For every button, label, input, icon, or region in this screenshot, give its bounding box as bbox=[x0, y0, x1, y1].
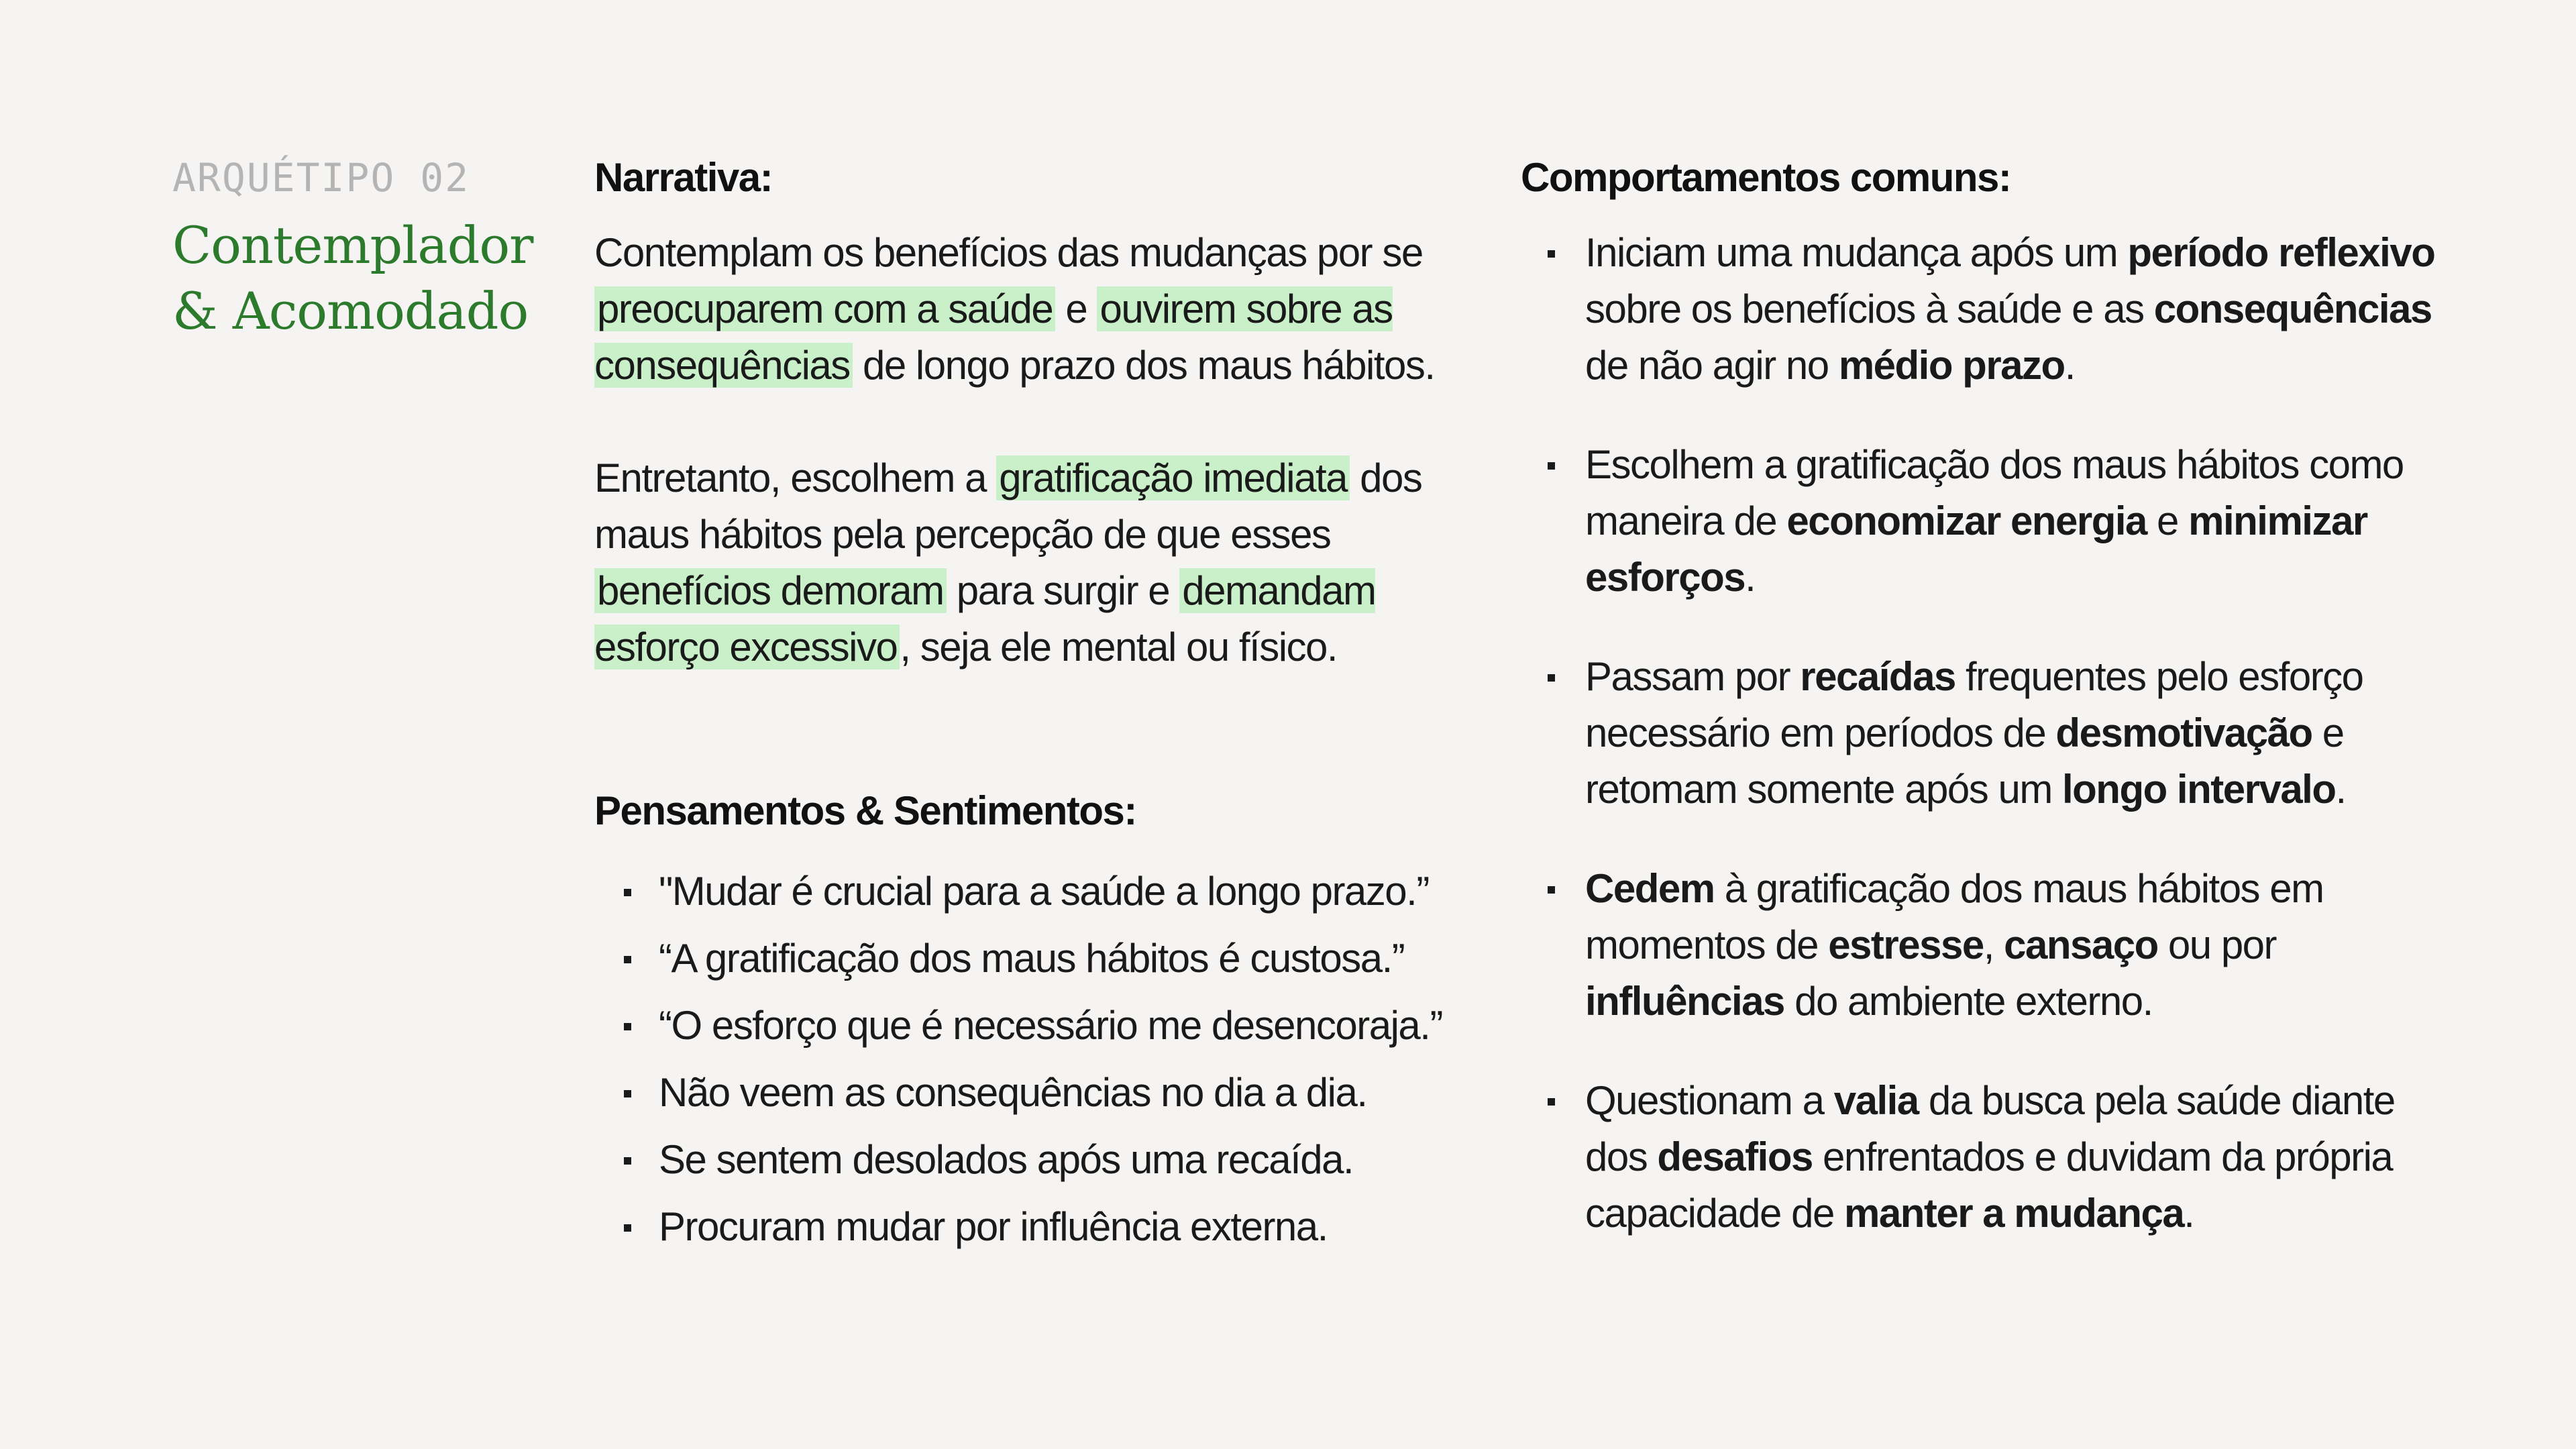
list-item: "Mudar é crucial para a saúde a longo prazo.” bbox=[594, 858, 1493, 925]
text-segment: . bbox=[1745, 555, 1756, 600]
list-item bbox=[1521, 1073, 2460, 1242]
text-segment: . bbox=[2335, 767, 2346, 812]
highlighted-phrase: preocuparem com a saúde bbox=[594, 286, 1055, 331]
text-segment: à gratificação dos maus hábitos em momentos de bbox=[1585, 866, 2324, 967]
behaviors-heading: Comportamentos comuns: bbox=[1521, 155, 2011, 200]
narrative-paragraph-2 bbox=[594, 450, 1493, 676]
text-segment: Escolhem a gratificação dos maus hábitos como maneira de bbox=[1585, 442, 2404, 543]
text-segment: Passam por bbox=[1585, 654, 1801, 699]
bold-phrase: cansaço bbox=[2004, 922, 2158, 967]
bold-phrase: médio prazo bbox=[1838, 343, 2065, 388]
text-segment: sobre os benefícios à saúde e as bbox=[1585, 286, 2154, 331]
behaviors-column bbox=[1521, 151, 2460, 1285]
bold-phrase: influências bbox=[1585, 979, 1784, 1024]
text-segment: e bbox=[2146, 498, 2189, 543]
bold-phrase: minimizar esforços bbox=[1585, 498, 2367, 600]
text-segment: . bbox=[2064, 343, 2075, 388]
list-item bbox=[1521, 861, 2460, 1030]
narrative-paragraph-1 bbox=[594, 225, 1493, 394]
text-segment: ou por bbox=[2157, 922, 2277, 967]
narrative-heading: Narrativa: bbox=[594, 155, 773, 200]
text-segment: de longo prazo dos maus hábitos. bbox=[852, 343, 1435, 388]
bold-phrase: longo intervalo bbox=[2061, 767, 2336, 812]
list-item: Não veem as consequências no dia a dia. bbox=[594, 1059, 1493, 1126]
bold-phrase: manter a mudança bbox=[1844, 1191, 2184, 1236]
text-segment: frequentes pelo esforço necessário em períodos de bbox=[1585, 654, 2363, 755]
bold-phrase: valia bbox=[1833, 1078, 1919, 1123]
list-item bbox=[1521, 649, 2460, 818]
text-segment: para surgir e bbox=[946, 568, 1180, 613]
text-segment: Contemplam os benefícios das mudanças por se bbox=[594, 230, 1423, 275]
text-segment: Entretanto, escolhem a bbox=[594, 455, 997, 500]
text-segment: . bbox=[2184, 1191, 2194, 1236]
behaviors-list bbox=[1521, 225, 2460, 1242]
archetype-header bbox=[172, 151, 548, 344]
text-segment: do ambiente externo. bbox=[1784, 979, 2153, 1024]
text-segment: da busca pela saúde diante dos bbox=[1585, 1078, 2395, 1179]
narrative-column bbox=[594, 151, 1493, 1260]
bold-phrase: desmotivação bbox=[2055, 710, 2312, 755]
text-segment: enfrentados e duvidam da própria capacidade de bbox=[1585, 1134, 2393, 1236]
archetype-title bbox=[172, 213, 548, 344]
list-item: Procuram mudar por influência externa. bbox=[594, 1193, 1493, 1260]
highlighted-phrase: benefícios demoram bbox=[594, 568, 947, 613]
archetype-title-line2: & Acomodado bbox=[172, 281, 529, 341]
bold-phrase: Cedem bbox=[1585, 866, 1715, 911]
thoughts-list bbox=[594, 858, 1493, 1260]
list-item bbox=[1521, 225, 2460, 394]
archetype-eyebrow: ARQUÉTIPO 02 bbox=[172, 155, 470, 201]
text-segment: de não agir no bbox=[1585, 343, 1839, 388]
bold-phrase: consequências bbox=[2153, 286, 2432, 331]
bold-phrase: estresse bbox=[1828, 922, 1984, 967]
highlighted-phrase: ouvirem sobre as consequências bbox=[594, 286, 1393, 388]
text-segment: , seja ele mental ou físico. bbox=[900, 625, 1338, 669]
list-item: “A gratificação dos maus hábitos é custosa.” bbox=[594, 925, 1493, 992]
text-segment: , bbox=[1983, 922, 2004, 967]
text-segment: e retomam somente após um bbox=[1585, 710, 2344, 812]
archetype-title-line1: Contemplador bbox=[172, 215, 533, 275]
highlighted-phrase: gratificação imediata bbox=[996, 455, 1350, 500]
bold-phrase: recaídas bbox=[1800, 654, 1955, 699]
thoughts-heading: Pensamentos & Sentimentos: bbox=[594, 788, 1136, 833]
list-item: Se sentem desolados após uma recaída. bbox=[594, 1126, 1493, 1193]
list-item: “O esforço que é necessário me desencoraja.” bbox=[594, 992, 1493, 1059]
highlighted-phrase: demandam esforço excessivo bbox=[594, 568, 1376, 669]
text-segment: Questionam a bbox=[1585, 1078, 1834, 1123]
bold-phrase: período reflexivo bbox=[2127, 230, 2435, 275]
text-segment: e bbox=[1055, 286, 1097, 331]
text-segment: dos maus hábitos pela percepção de que esses bbox=[594, 455, 1422, 557]
bold-phrase: economizar energia bbox=[1786, 498, 2147, 543]
bold-phrase: desafios bbox=[1657, 1134, 1813, 1179]
text-segment: Iniciam uma mudança após um bbox=[1585, 230, 2128, 275]
list-item bbox=[1521, 437, 2460, 606]
